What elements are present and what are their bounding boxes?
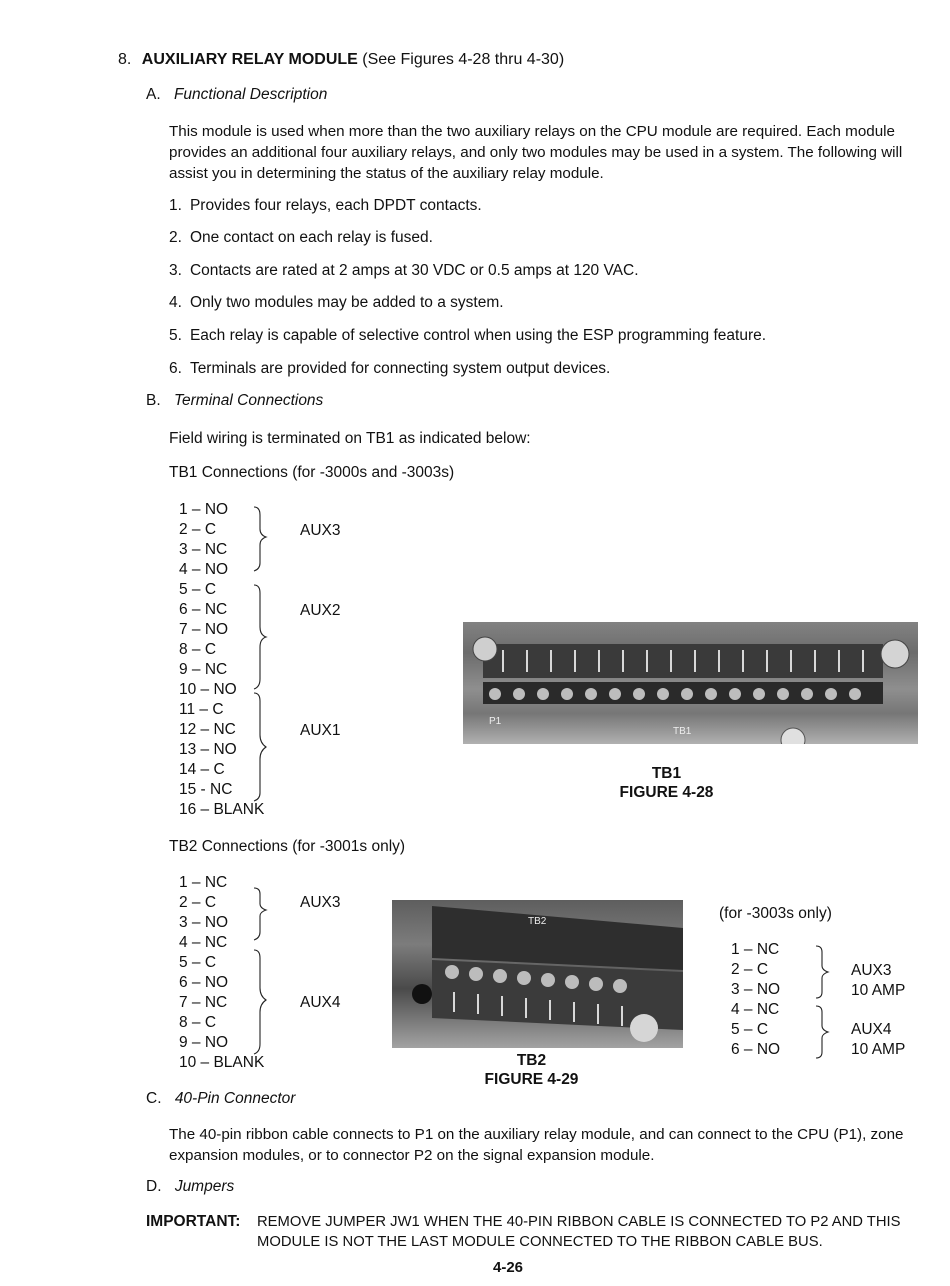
terminal: 4 – NC <box>179 934 228 951</box>
tb3-group-aux4: AUX4 <box>851 1021 892 1038</box>
list-item: 6. Terminals are provided for connecting system output devices. <box>169 360 611 377</box>
terminal: 2 – C <box>731 961 769 978</box>
tb1-terminal-photo <box>463 622 918 744</box>
section-number: 8. <box>118 51 132 68</box>
terminal: 4 – NC <box>731 1001 780 1018</box>
terminal: 16 – BLANK <box>179 801 265 818</box>
important-text: REMOVE JUMPER JW1 WHEN THE 40-PIN RIBBON CABLE IS CONNECTED TO P2 AND THIS MODULE IS NOT THE LAST MODULE CONNECTED TO THE RIBBON CABLE BUS. <box>257 1214 901 1250</box>
terminal: 1 – NC <box>731 941 780 958</box>
subsection-b-heading <box>146 391 323 411</box>
subsection-letter: C. <box>146 1090 162 1107</box>
figure-29-label: TB2 <box>516 1052 547 1069</box>
subsection-title: 40-Pin Connector <box>174 1090 296 1107</box>
terminal: 9 – NC <box>179 661 228 678</box>
brace-aux2 <box>254 585 266 689</box>
terminal: 5 – C <box>179 581 217 598</box>
figure-28-caption: FIGURE 4-28 <box>619 784 714 801</box>
important-label: IMPORTANT: <box>146 1213 241 1230</box>
terminal: 5 – C <box>731 1021 769 1038</box>
connector-paragraph: The 40-pin ribbon cable connects to P1 on the auxiliary relay module, and can connect to the CPU (P1), zone expansion modules, or to connector P2 on the signal expansion module. <box>169 1126 904 1164</box>
terminal: 10 – BLANK <box>179 1054 265 1071</box>
terminal: 6 – NO <box>731 1041 781 1058</box>
subsection-a-heading <box>146 85 327 105</box>
list-item: 4. Only two modules may be added to a system. <box>169 294 504 311</box>
list-item: 3. Contacts are rated at 2 amps at 30 VDC or 0.5 amps at 120 VAC. <box>169 262 639 279</box>
subsection-c-heading <box>146 1089 295 1109</box>
brace-aux3 <box>254 888 266 940</box>
terminal: 6 – NC <box>179 601 228 618</box>
terminal: 12 – NC <box>179 721 236 738</box>
terminal: 3 – NC <box>179 541 228 558</box>
terminal: 11 – C <box>179 701 224 718</box>
brace-aux1 <box>254 693 266 801</box>
terminal: 13 – NO <box>179 741 237 758</box>
terminal: 7 – NO <box>179 621 229 638</box>
tb1-group-aux2: AUX2 <box>300 602 341 619</box>
list-item: 2. One contact on each relay is fused. <box>169 229 433 246</box>
terminal: 7 – NC <box>179 994 228 1011</box>
tb3-terminal-list <box>731 940 780 1060</box>
brace-aux4 <box>254 950 266 1054</box>
tb2-heading: TB2 Connections (for -3001s only) <box>169 838 406 855</box>
photo-board-label: TB1 <box>673 726 692 737</box>
section-heading <box>118 51 564 69</box>
list-item: 1. Provides four relays, each DPDT contacts. <box>169 197 482 214</box>
tb3-heading: (for -3003s only) <box>719 905 832 922</box>
terminal: 6 – NO <box>179 974 229 991</box>
tb3-brace-group <box>812 942 836 1062</box>
subsection-letter: A. <box>146 86 161 103</box>
terminal: 8 – C <box>179 641 217 658</box>
section-title: AUXILIARY RELAY MODULE <box>141 51 358 68</box>
tb1-brace-group <box>250 503 274 803</box>
figure-28-label: TB1 <box>651 765 682 782</box>
tb3-group-aux4-rating: 10 AMP <box>851 1041 906 1058</box>
brace-aux4 <box>816 1006 828 1058</box>
figure-29-caption: FIGURE 4-29 <box>484 1071 579 1088</box>
terminal: 15 - NC <box>179 781 233 798</box>
terminal: 10 – NO <box>179 681 237 698</box>
tb2-terminal-photo <box>392 900 683 1048</box>
terminal-intro: Field wiring is terminated on TB1 as indicated below: <box>169 430 531 447</box>
subsection-d-heading <box>146 1177 234 1197</box>
terminal: 2 – C <box>179 894 217 911</box>
terminal: 8 – C <box>179 1014 217 1031</box>
photo-pin-label: P1 <box>489 716 502 727</box>
brace-aux3 <box>816 946 828 998</box>
subsection-title: Jumpers <box>174 1178 235 1195</box>
tb2-group-aux3: AUX3 <box>300 894 341 911</box>
subsection-title: Terminal Connections <box>173 392 324 409</box>
tb1-group-aux1: AUX1 <box>300 722 341 739</box>
terminal: 3 – NO <box>731 981 781 998</box>
tb1-heading: TB1 Connections (for -3000s and -3003s) <box>169 464 455 481</box>
terminal: 14 – C <box>179 761 225 778</box>
tb3-group-aux3: AUX3 <box>851 962 892 979</box>
terminal: 1 – NO <box>179 501 229 518</box>
subsection-letter: B. <box>146 392 161 409</box>
functional-paragraph: This module is used when more than the two auxiliary relays on the CPU module are required. Each module provides an additional four auxiliary relays, and only two modules may be used in a system. The following will assist you in determining the status of the auxiliary relay module. <box>169 123 903 182</box>
terminal: 5 – C <box>179 954 217 971</box>
tb2-group-aux4: AUX4 <box>300 994 341 1011</box>
terminal: 1 – NC <box>179 874 228 891</box>
terminal: 3 – NO <box>179 914 229 931</box>
tb3-group-aux3-rating: 10 AMP <box>851 982 906 999</box>
terminal: 9 – NO <box>179 1034 229 1051</box>
list-item: 5. Each relay is capable of selective control when using the ESP programming feature. <box>169 327 767 344</box>
page-number: 4-26 <box>492 1259 524 1276</box>
photo-board-label: TB2 <box>528 916 547 927</box>
section-figure-ref: (See Figures 4-28 thru 4-30) <box>362 51 565 68</box>
tb1-group-aux3: AUX3 <box>300 522 341 539</box>
terminal: 4 – NO <box>179 561 229 578</box>
tb2-brace-group <box>250 876 274 1066</box>
subsection-title: Functional Description <box>173 86 328 103</box>
brace-aux3 <box>254 507 266 571</box>
terminal: 2 – C <box>179 521 217 538</box>
subsection-letter: D. <box>146 1178 162 1195</box>
